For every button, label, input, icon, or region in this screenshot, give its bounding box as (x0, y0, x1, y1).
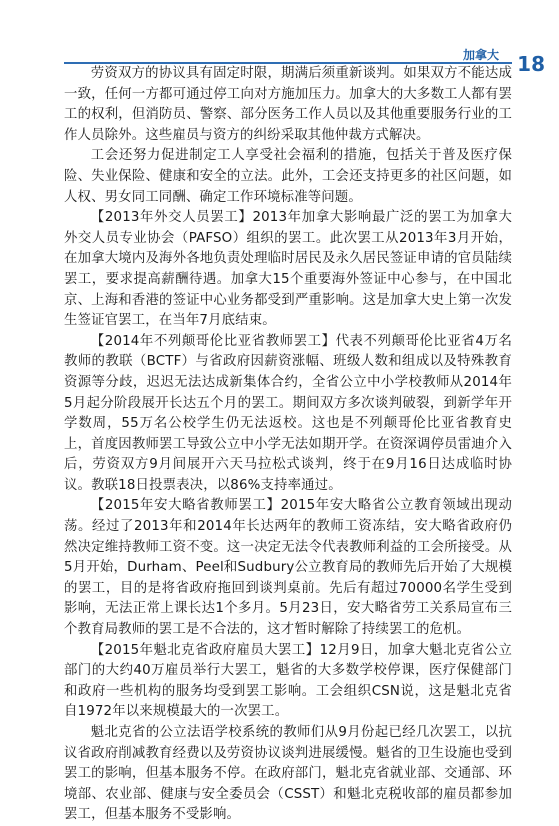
page-number: 18 (517, 52, 545, 76)
paragraph-2015-ontario-teacher-strike: 【2015年安大略省教师罢工】2015年安大略省公立教育领域出现动荡。经过了2013年和2014年长达两年的教师工资冻结，安大略省政府仍然决定维持教师工资不变。这一决定无法令代表教师利益的工会所接受。从5月开始，Durham、Peel和Sudbury公立教育局的教师先后开始了大规模的罢工，目的是将省政府拖回到谈判桌前。先后有超过70000名学生受到影响，无法正常上课长达1个多月。5月23日，安大略省劳工关系局宣布三个教育局教师的罢工是不合法的，这才暂时解除了持续罢工的危机。 (64, 498, 512, 638)
page-header (0, 0, 559, 76)
section-label: 加拿大 (462, 48, 499, 62)
paragraph-2013-diplomat-strike: 【2013年外交人员罢工】2013年加拿大影响最广泛的罢工为加拿大外交人员专业协会（PAFSO）组织的罢工。此次罢工从2013年3月开始，在加拿大境内及海外各地负责处理临时居民及永久居民签证申请的官员陆续罢工，要求提高薪酬待遇。加拿大15个重要海外签证中心参与，在中国北京、上海和香港的签证中心业务都受到严重影响。这是加拿大史上第一次发生签证官罢工，在当年7月底结束。 (64, 210, 512, 329)
paragraph-labor-agreements: 劳资双方的协议具有固定时限，期满后须重新谈判。如果双方不能达成一致，任何一方都可通过停工向对方施加压力。加拿大的大多数工人都有罢工的权利，但消防员、警察、部分医务工作人员以及其他重要服务行业的工作人员除外。这些雇员与资方的纠纷采取其他仲裁方式解决。 (64, 66, 512, 143)
paragraph-2015-quebec-strike: 【2015年魁北克省政府雇员大罢工】12月9日，加拿大魁北克省公立部门的大约40万雇员举行大罢工，魁省的大多数学校停课，医疗保健部门和政府一些机构的服务均受到罢工影响。工会组织CSN说，这是魁北克省自1972年以来规模最大的一次罢工。 (64, 642, 512, 720)
paragraph-union-welfare: 工会还努力促进制定工人享受社会福利的措施，包括关于普及医疗保险、失业保险、健康和安全的立法。此外，工会还支持更多的社区问题，如人权、男女同工同酬、确定工作环境标准等问题。 (64, 148, 512, 205)
paragraph-quebec-teachers: 魁北克省的公立法语学校系统的教师们从9月份起已经几次罢工，以抗议省政府削减教育经费以及劳资协议谈判进展缓慢。魁省的卫生设施也受到罢工的影响，但基本服务不停。在政府部门，魁北克省就业部、交通部、环境部、农业部、健康与安全委员会（CSST）和魁北克税收部的雇员都参加罢工，但基本服务不受影响。 (64, 725, 512, 823)
paragraph-2014-bc-teacher-strike: 【2014年不列颠哥伦比亚省教师罢工】代表不列颠哥伦比亚省4万名教师的教联（BCTF）与省政府因薪资涨幅、班级人数和组成以及特殊教育资源等分歧，迟迟无法达成新集体合约，全省公立中小学校教师从2014年5月起分阶段展开长达五个月的罢工。期间双方多次谈判破裂，到新学年开学数周，55万名公校学生仍无法返校。这也是不列颠哥伦比亚省教育史上，首度因教师罢工导致公立中小学无法如期开学。在资深调停员雷迪介入后，劳资双方9月间展开六天马拉松式谈判，终于在9月16日达成临时协议。教联18日投票表决，以86%支持率通过。 (64, 333, 512, 493)
body-text (64, 64, 512, 826)
